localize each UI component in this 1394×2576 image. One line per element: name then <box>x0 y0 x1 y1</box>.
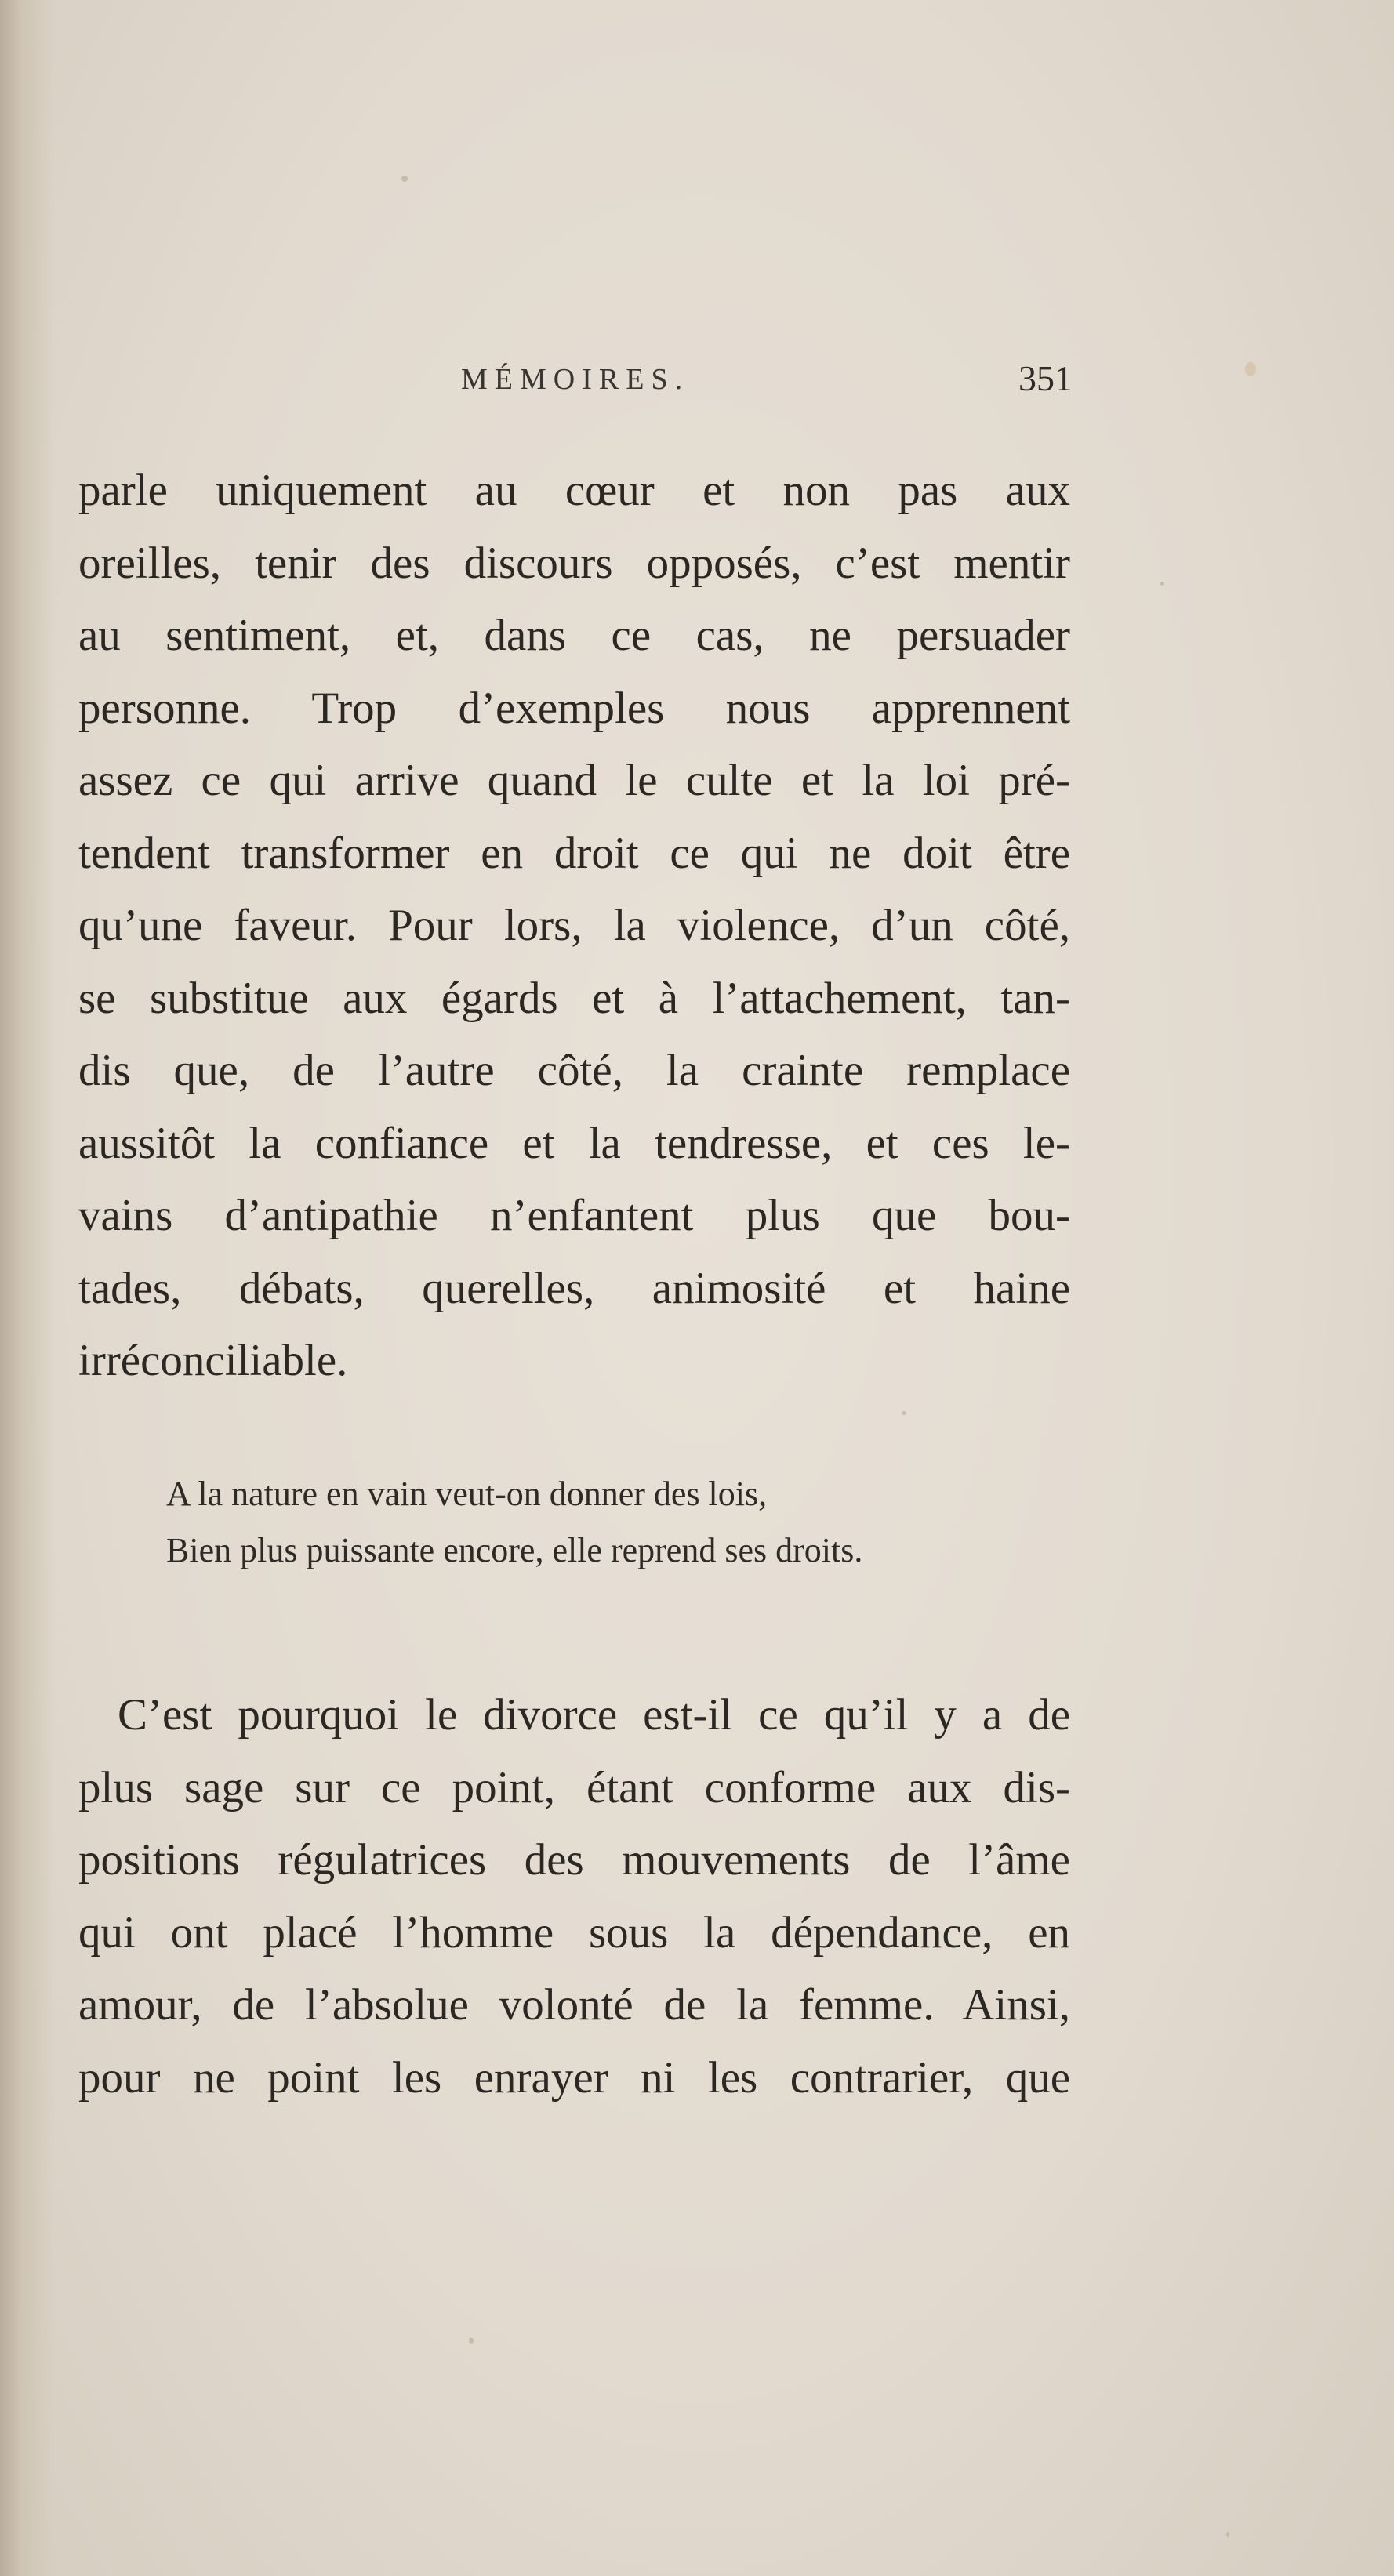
text-line: oreilles, tenir des discours opposés, c’est mentir <box>78 538 1070 588</box>
text-line: dis que, de l’autre côté, la crainte remplace <box>78 1046 1070 1095</box>
verse-quotation <box>166 1466 1068 1579</box>
page-number: 351 <box>1018 358 1073 398</box>
paper-speck <box>1160 582 1164 586</box>
paper-speck <box>401 176 408 182</box>
verse-line: A la nature en vain veut-on donner des lois, <box>166 1475 768 1513</box>
binding-shadow <box>0 0 55 2576</box>
text-line: se substitue aux égards et à l’attachement, tan- <box>78 973 1070 1023</box>
text-line: qui ont placé l’homme sous la dépendance, en <box>78 1907 1070 1957</box>
text-line: qu’une faveur. Pour lors, la violence, d’un côté, <box>78 901 1070 950</box>
paper-speck <box>1226 2532 1229 2537</box>
text-line: tendent transformer en droit ce qui ne doit être <box>78 828 1070 878</box>
text-line: irréconciliable. <box>78 1336 348 1385</box>
text-line: vains d’antipathie n’enfantent plus que bou- <box>78 1191 1070 1240</box>
text-line: amour, de l’absolue volonté de la femme. Ainsi, <box>78 1980 1070 2030</box>
paper-speck <box>902 1411 906 1415</box>
paragraph-2 <box>78 1679 1070 2114</box>
text-line: aussitôt la confiance et la tendresse, et ces le- <box>78 1118 1070 1168</box>
running-title: MÉMOIRES. <box>461 363 690 396</box>
text-line: personne. Trop d’exemples nous apprennent <box>78 683 1070 733</box>
page-header <box>461 358 1073 409</box>
paragraph-1 <box>78 455 1070 1398</box>
text-line: plus sage sur ce point, étant conforme aux dis- <box>78 1762 1070 1812</box>
paper-speck <box>1245 362 1256 376</box>
text-line: C’est pourquoi le divorce est-il ce qu’il y a de <box>118 1690 1070 1740</box>
verse-line: Bien plus puissante encore, elle reprend ses droits. <box>166 1531 863 1569</box>
text-line: positions régulatrices des mouvements de l’âme <box>78 1835 1070 1885</box>
text-line: pour ne point les enrayer ni les contrarier, que <box>78 2052 1070 2103</box>
paper-speck <box>469 2338 474 2344</box>
text-line: au sentiment, et, dans ce cas, ne persuader <box>78 611 1070 660</box>
text-line: parle uniquement au cœur et non pas aux <box>78 466 1070 515</box>
text-line: tades, débats, querelles, animosité et haine <box>78 1263 1070 1313</box>
text-line: assez ce qui arrive quand le culte et la loi pré- <box>78 756 1070 805</box>
